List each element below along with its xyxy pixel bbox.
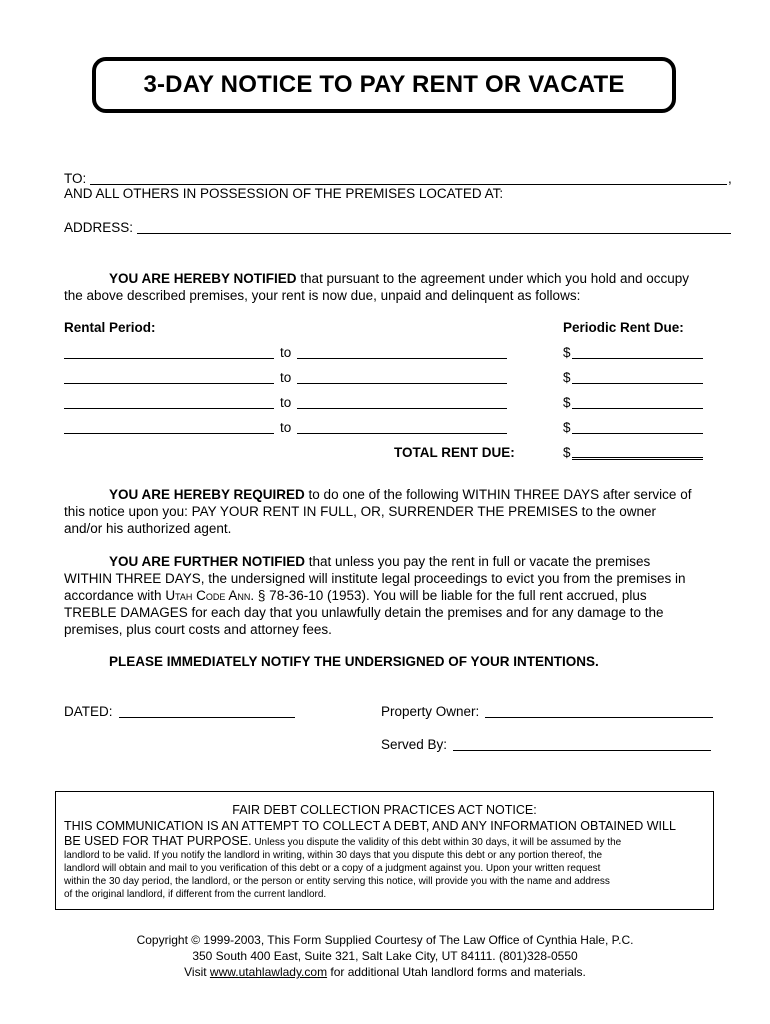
further-text-1: that unless you pay the rent in full or vacate the premises [305,554,651,569]
required-text-1: to do one of the following WITHIN THREE DAYS after service of [304,487,692,502]
statute-citation: Utah Code Ann. [165,588,255,603]
footer-visit: Visit [184,965,210,979]
dollar-sign: $ [563,420,571,435]
footer-visit-rest: for additional Utah landlord forms and materials. [327,965,586,979]
footer-address: 350 South 400 East, Suite 321, Salt Lake City, UT 84111. (801)328-0550 [192,949,578,963]
further-paragraph [64,553,714,638]
document-title: 3-DAY NOTICE TO PAY RENT OR VACATE [92,57,676,113]
period-start-field[interactable] [64,408,274,409]
rent-amount-field[interactable] [572,433,703,434]
further-lead: YOU ARE FURTHER NOTIFIED [109,554,306,569]
further-text-3b: § 78-36-10 (1953). You will be liable for the full rent accrued, plus [254,588,647,603]
rent-amount-field[interactable] [572,383,703,384]
served-by-field[interactable] [453,750,711,751]
period-start-field[interactable] [64,383,274,384]
period-start-field[interactable] [64,433,274,434]
required-lead: YOU ARE HEREBY REQUIRED [109,487,305,502]
total-rent-field[interactable] [572,457,703,460]
periodic-rent-label: Periodic Rent Due: [563,320,684,335]
to-word: to [280,420,292,435]
footer-copyright: Copyright © 1999-2003, This Form Supplied Courtesy of The Law Office of Cynthia Hale, P.C. [136,933,634,947]
address-field[interactable] [137,233,731,234]
fdcpa-line-5: within the 30 day period, the landlord, or the person or entity serving this notice, will provide you with the name and address [64,876,610,887]
website-link[interactable]: www.utahlawlady.com [209,965,328,979]
fdcpa-line-2a: BE USED FOR THAT PURPOSE. [64,834,252,848]
property-owner-field[interactable] [485,717,713,718]
address-label: ADDRESS: [64,220,134,235]
fdcpa-line-4: landlord will obtain and mail to you verification of this debt or a copy of a judgment against you. Upon your written request [64,863,601,874]
notified-lead: YOU ARE HEREBY NOTIFIED [109,271,297,286]
served-by-label: Served By: [381,737,448,752]
dollar-sign: $ [563,345,571,360]
period-start-field[interactable] [64,358,274,359]
to-label: TO: [64,171,87,186]
rent-amount-field[interactable] [572,408,703,409]
dollar-sign: $ [563,445,571,460]
to-field[interactable] [90,184,727,185]
dated-label: DATED: [64,704,113,719]
to-comma: , [728,171,732,186]
property-owner-label: Property Owner: [381,704,480,719]
rental-period-label: Rental Period: [64,320,156,335]
further-text-3a: accordance with [64,588,166,603]
further-text-2: WITHIN THREE DAYS, the undersigned will institute legal proceedings to evict you from the premises in [64,571,686,586]
period-end-field[interactable] [297,408,507,409]
required-text-3: and/or his authorized agent. [64,521,232,536]
dollar-sign: $ [563,370,571,385]
fdcpa-line-1: THIS COMMUNICATION IS AN ATTEMPT TO COLLECT A DEBT, AND ANY INFORMATION OBTAINED WILL [64,819,676,833]
period-end-field[interactable] [297,383,507,384]
rent-amount-field[interactable] [572,358,703,359]
to-word: to [280,370,292,385]
fdcpa-line-6: of the original landlord, if different from the current landlord. [64,889,327,900]
notified-text-2: the above described premises, your rent is now due, unpaid and delinquent as follows: [64,288,581,303]
fdcpa-notice [55,791,714,910]
footer [0,932,770,980]
dated-field[interactable] [119,717,295,718]
further-text-5: premises, plus court costs and attorney fees. [64,622,332,637]
fdcpa-body [64,819,708,901]
notified-text-1: that pursuant to the agreement under which you hold and occupy [296,271,690,286]
to-word: to [280,395,292,410]
fdcpa-line-2b: Unless you dispute the validity of this debt within 30 days, it will be assumed by the [251,837,622,848]
dollar-sign: $ [563,395,571,410]
total-rent-label: TOTAL RENT DUE: [394,445,515,460]
fdcpa-heading: FAIR DEBT COLLECTION PRACTICES ACT NOTICE: [232,803,537,817]
period-end-field[interactable] [297,358,507,359]
please-notify: PLEASE IMMEDIATELY NOTIFY THE UNDERSIGNED OF YOUR INTENTIONS. [109,654,599,669]
to-word: to [280,345,292,360]
period-end-field[interactable] [297,433,507,434]
occupants-line: AND ALL OTHERS IN POSSESSION OF THE PREMISES LOCATED AT: [64,186,504,201]
fdcpa-line-3: landlord to be valid. If you notify the landlord in writing, within 30 days that you dispute this debt or any portion thereof, the [64,850,603,861]
required-paragraph [64,486,714,537]
further-text-4: TREBLE DAMAGES for each day that you unlawfully detain the premises and for any damage to the [64,605,664,620]
required-text-2: this notice upon you: PAY YOUR RENT IN FULL, OR, SURRENDER THE PREMISES to the owner [64,504,656,519]
notified-paragraph [64,270,714,304]
